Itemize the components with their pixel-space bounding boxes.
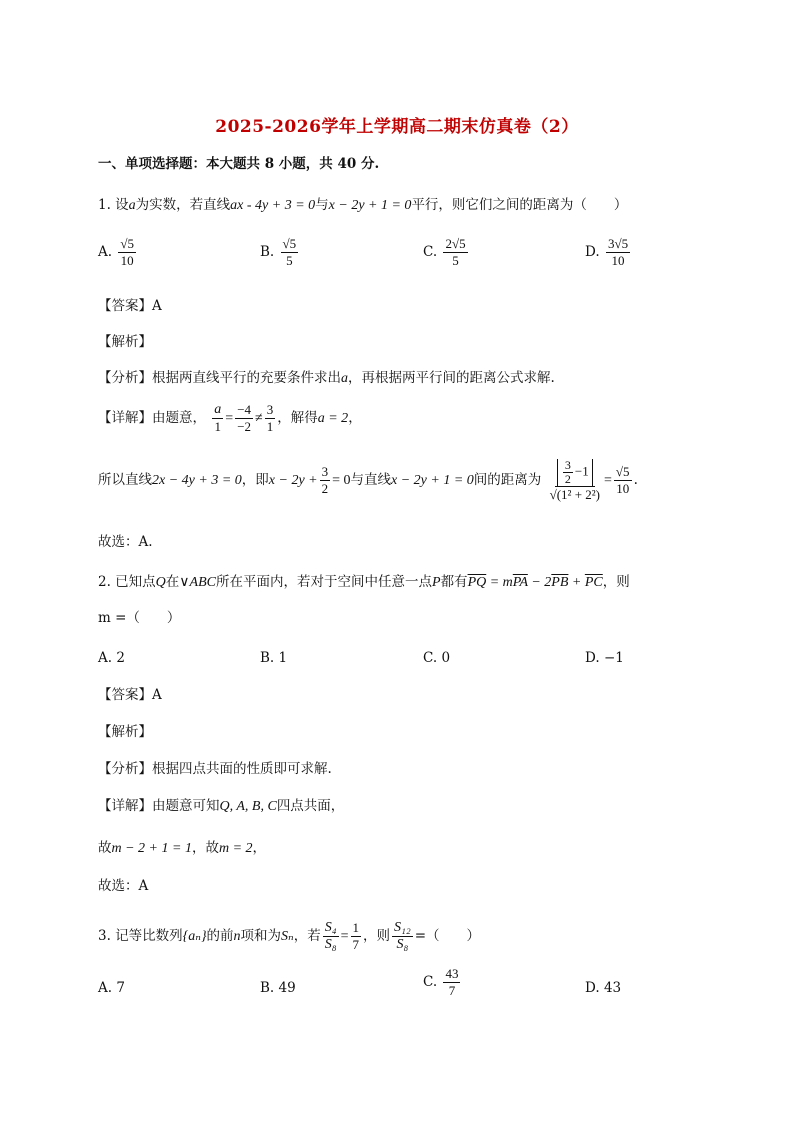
q1-option-c-fraction: $\frac{2√5}{5}$ <box>445 236 466 268</box>
q3-option-c-fraction: $\frac{43}{7}$ <box>445 966 459 998</box>
question-1-stem: 1. 设a为实数，若直线ax - 4y + 3 = 0与x − 2y + 1 = 0平行，则它们之间的距离为（ ） <box>98 197 628 213</box>
question-2-stem-cont: m =（ ） <box>98 610 181 626</box>
q2-option-c: C. 0 <box>423 650 451 666</box>
q2-solve: 故m − 2 + 1 = 1，故m = 2， <box>98 840 267 856</box>
section-heading: 一、单项选择题：本大题共 8 小题，共 40 分. <box>98 156 380 172</box>
q1-detail: 【详解】由题意， $\frac{a}{1}$ = $\frac{-4}{-2}$ ≠ $\frac{3}{1}$ ，解得a = 2， <box>98 402 362 434</box>
q3-option-b: B. 49 <box>260 980 296 996</box>
q1-distance-line: 所以直线2x − 4y + 3 = 0，即x − 2y + $\frac{3}{2}$ = 0与直线x − 2y + 1 = 0间的距离为 $\frac{3}{2}$ −1 √(1² + 2²) = $\frac{√5}{10}$ . <box>98 457 638 502</box>
q2-vector-equation: $\overline{PQ} = m\overline{PA} - 2\overline{PB} + \overline{PC}$ <box>467 575 603 590</box>
q1-answer: 【答案】A <box>98 298 162 314</box>
q1-detail-fraction-3: $\frac{3}{1}$ <box>266 402 274 434</box>
q2-detail: 【详解】由题意可知Q, A, B, C四点共面， <box>98 798 345 814</box>
q1-option-d-fraction: $\frac{3√5}{10}$ <box>607 236 629 268</box>
q3-fraction-1-7: $\frac{1}{7}$ <box>352 920 360 952</box>
q2-option-a: A. 2 <box>98 650 125 666</box>
q2-analysis-label: 【解析】 <box>98 724 152 740</box>
q1-distance-formula: $\frac{3}{2}$ −1 √(1² + 2²) <box>549 457 601 502</box>
q2-answer: 【答案】A <box>98 687 162 703</box>
q3-option-c: C. $\frac{43}{7}$ <box>423 966 459 998</box>
q1-detail-fraction-2: $\frac{-4}{-2}$ <box>237 402 252 434</box>
q1-option-a: A. $\frac{√5}{10}$ <box>98 236 134 268</box>
q1-three-halves-fraction: $\frac{3}{2}$ <box>321 464 329 496</box>
q1-option-b: B. $\frac{√5}{5}$ <box>260 236 297 268</box>
q2-fenxi: 【分析】根据四点共面的性质即可求解. <box>98 761 332 777</box>
q1-choose: 故选：A. <box>98 534 153 550</box>
q1-option-c: C. $\frac{2√5}{5}$ <box>423 236 466 268</box>
q1-distance-result: $\frac{√5}{10}$ <box>615 464 630 496</box>
q2-option-b: B. 1 <box>260 650 288 666</box>
q1-option-b-fraction: $\frac{√5}{5}$ <box>282 236 297 268</box>
q1-option-a-fraction: $\frac{√5}{10}$ <box>120 236 134 268</box>
q1-analysis-label: 【解析】 <box>98 334 152 350</box>
q3-option-a: A. 7 <box>98 980 125 996</box>
q3-option-d: D. 43 <box>585 980 622 996</box>
question-3-stem: 3. 记等比数列{aₙ}的前n项和为Sₙ，若 $\frac{\text{S₄}}{\text{S₈}}$ = $\frac{1}{7}$ ，则 $\frac{\text{S₁₂}}{\text{S₈}}$ =（ ） <box>98 920 481 952</box>
q1-option-d: D. $\frac{3√5}{10}$ <box>585 236 629 268</box>
q2-choose: 故选：A <box>98 878 149 894</box>
q2-option-d: D. −1 <box>585 650 624 666</box>
q3-fraction-s12-s8: $\frac{\text{S₁₂}}{\text{S₈}}$ <box>394 920 411 952</box>
q1-detail-fraction-1: $\frac{a}{1}$ <box>214 402 222 434</box>
q3-fraction-s4-s8: $\frac{\text{S₄}}{\text{S₈}}$ <box>324 920 337 952</box>
exam-title: 2025-2026学年上学期高二期末仿真卷（2） <box>215 117 579 137</box>
q1-fenxi: 【分析】根据两直线平行的充要条件求出a，再根据两平行间的距离公式求解. <box>98 370 555 386</box>
question-2-stem: 2. 已知点Q在∨ABC所在平面内，若对于空间中任意一点P都有$\overline{PQ} = m\overline{PA} - 2\overline{PB} + \overline{PC}$，则 <box>98 574 630 590</box>
